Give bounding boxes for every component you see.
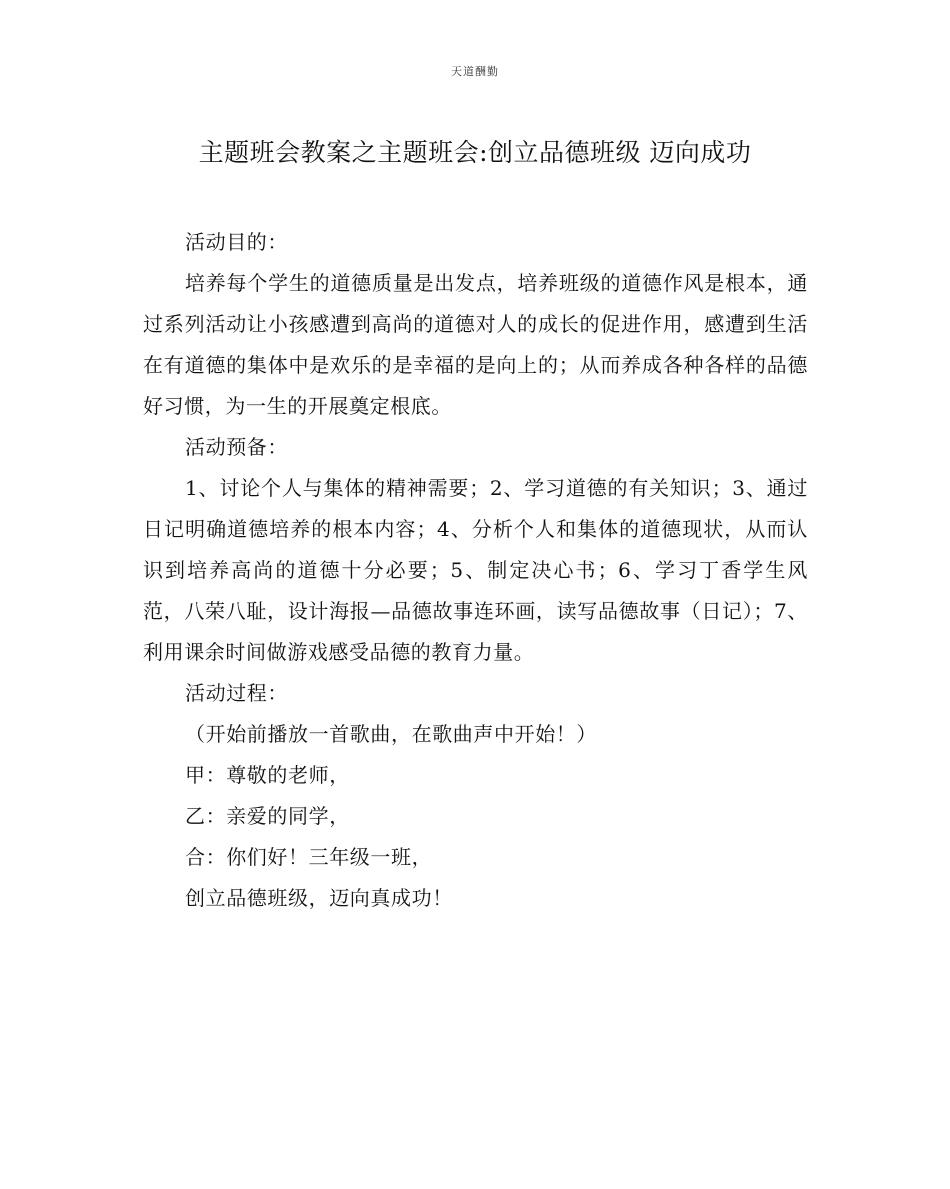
dialogue-line-together: 合：你们好！三年级一班， — [185, 845, 433, 869]
paragraph-preparation: 1、讨论个人与集体的精神需要；2、学习道德的有关知识；3、通过日记明确道德培养的根本内容；4、分析个人和集体的道德现状，从而认识到培养高尚的道德十分必要；5、制定决心书；6、学习丁香学生风范，八荣八耻，设计海报—品德故事连环画，读写品德故事（日记）；7、利用课余时间做游戏感受品德的教育力量。 — [143, 476, 808, 664]
paragraph-purpose: 培养每个学生的道德质量是出发点，培养班级的道德作风是根本，通过系列活动让小孩感遭到高尚的道德对人的成长的促进作用，感遭到生活在有道德的集体中是欢乐的是幸福的是向上的；从而养成各种各样的品德好习惯，为一生的开展奠定根底。 — [143, 271, 808, 418]
section-heading-preparation: 活动预备： — [185, 435, 288, 459]
dialogue-line-jia: 甲：尊敬的老师， — [185, 763, 350, 787]
dialogue-line-slogan: 创立品德班级，迈向真成功！ — [185, 886, 453, 910]
section-heading-purpose: 活动目的： — [185, 230, 288, 254]
section-heading-process: 活动过程： — [185, 681, 288, 705]
page-header-text: 天道酬勤 — [451, 65, 499, 78]
document-title: 主题班会教案之主题班会:创立品德班级 迈向成功 — [198, 138, 752, 167]
document-body — [143, 222, 808, 919]
paragraph-opening-note: （开始前播放一首歌曲，在歌曲声中开始！） — [185, 722, 597, 746]
dialogue-line-yi: 乙：亲爱的同学， — [185, 804, 350, 828]
